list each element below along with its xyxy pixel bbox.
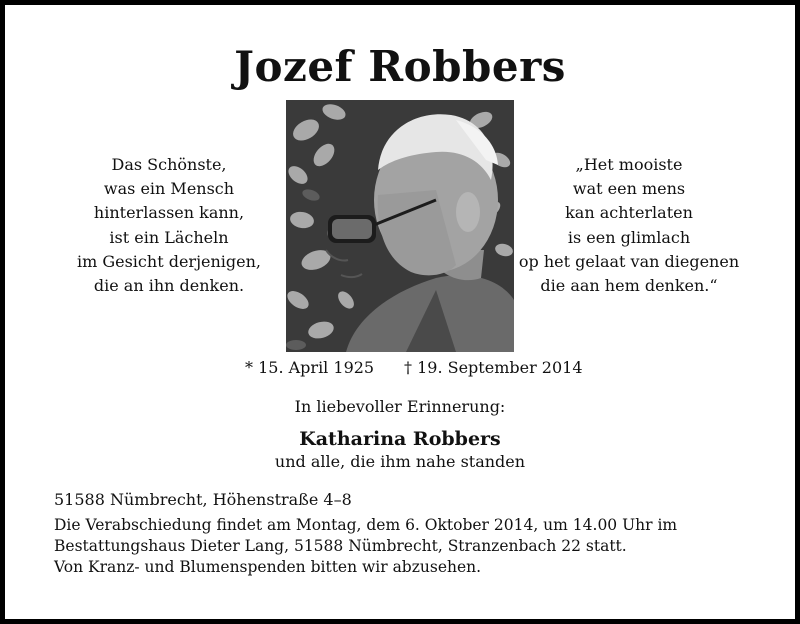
poem-line: im Gesicht derjenigen, — [76, 251, 262, 271]
poem-line: die an ihn denken. — [93, 276, 245, 296]
poem-line: op het gelaat van diegenen — [518, 251, 740, 271]
remembrance-line: In liebevoller Erinnerung: — [294, 397, 506, 416]
poem-line: „Het mooiste — [575, 155, 683, 174]
poem-line: Das Schönste, — [111, 155, 227, 174]
poem-line: ist ein Lächeln — [109, 227, 229, 247]
poem-line: was ein Mensch — [103, 179, 235, 199]
portrait-photo — [286, 100, 514, 352]
poem-german — [49, 153, 289, 298]
death-date: † 19. September 2014 — [404, 358, 583, 377]
poem-line: kan achterlaten — [565, 203, 693, 223]
mourner-subtitle: und alle, die ihm nahe standen — [274, 452, 526, 471]
donations-text: Von Kranz- und Blumenspenden bitten wir abzusehen. — [54, 558, 482, 576]
poem-dutch — [509, 153, 749, 298]
poem-line: hinterlassen kann, — [93, 203, 245, 223]
address: 51588 Nümbrecht, Höhenstraße 4–8 — [54, 490, 352, 509]
deceased-name: Jozef Robbers — [234, 42, 566, 91]
farewell-text: Die Verabschiedung findet am Montag, dem 6. Oktober 2014, um 14.00 Uhr im Bestattungshaus Dieter Lang, 51588 Nümbrecht, Stranzenbach 22 statt. — [54, 516, 678, 555]
poem-line: is een glimlach — [567, 227, 691, 247]
mourner-name: Katharina Robbers — [299, 428, 501, 450]
poem-line: die aan hem denken.“ — [540, 276, 718, 296]
birth-date: * 15. April 1925 — [245, 358, 375, 377]
service-info — [54, 515, 754, 578]
poem-line: wat een mens — [572, 179, 686, 199]
